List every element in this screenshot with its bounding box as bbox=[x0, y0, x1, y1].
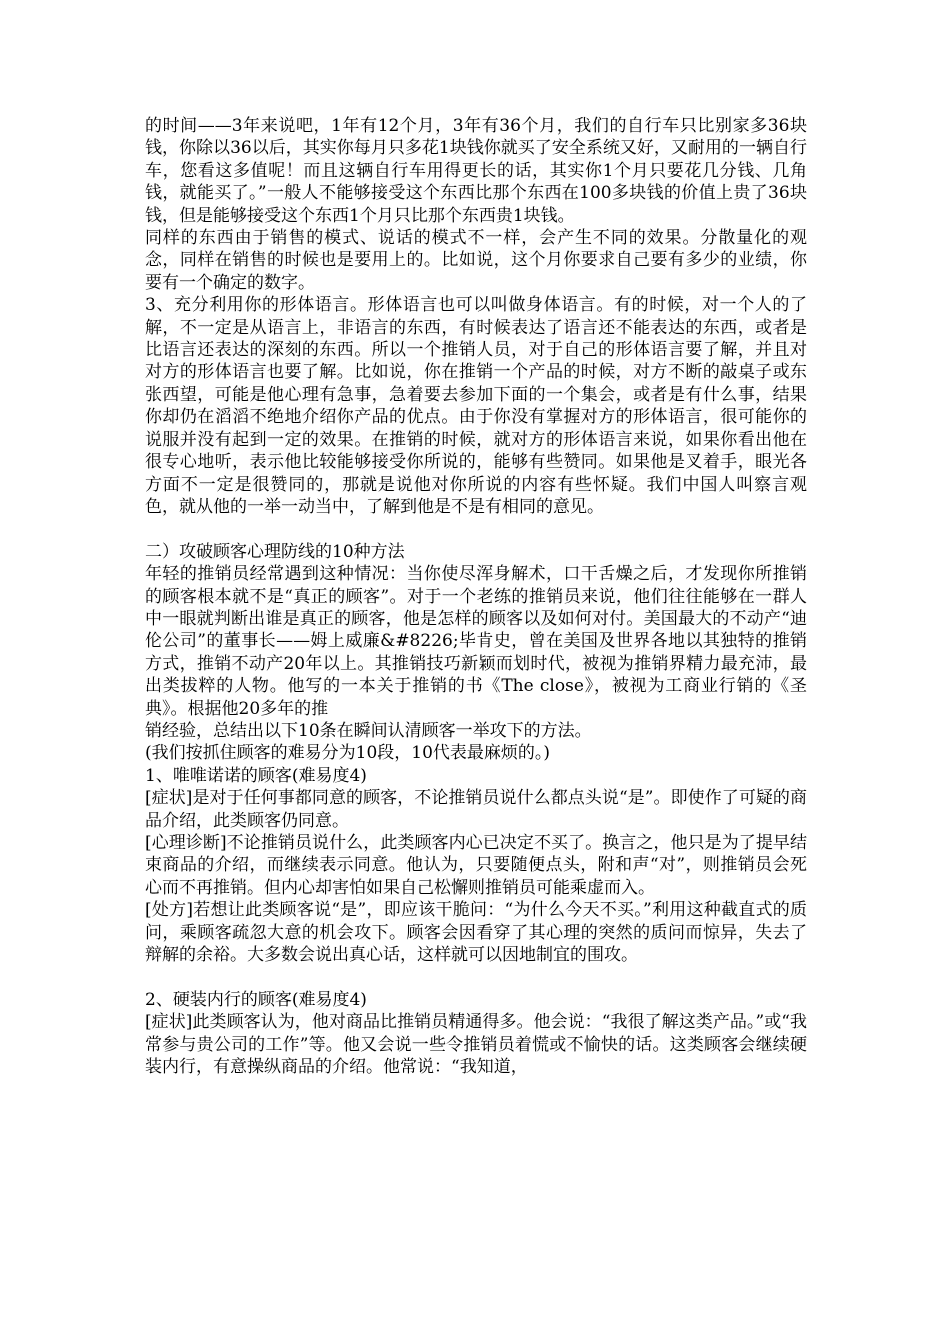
paragraph: (我们按抓住顾客的难易分为10段，10代表最麻烦的。) bbox=[145, 743, 551, 764]
section-heading: 二）攻破顾客心理防线的10种方法 bbox=[145, 541, 405, 562]
paragraph: [处方]若想让此类顾客说“是”，即应该干脆问：“为什么今天不买。”利用这种截直式的质问，乘顾客疏忽大意的机会攻下。顾客会因看穿了其心理的突然的质问而惊异，失去了辩解的余裕。大多数会说出真心话，这样就可以因地制宜的围攻。 bbox=[145, 900, 807, 966]
item-heading: 2、硬装内行的顾客(难易度4) bbox=[145, 989, 367, 1010]
paragraph: 同样的东西由于销售的模式、说话的模式不一样，会产生不同的效果。分散量化的观念，同样在销售的时候也是要用上的。比如说，这个月你要求自己要有多少的业绩，你要有一个确定的数字。 bbox=[145, 228, 807, 293]
paragraph: 年轻的推销员经常遇到这种情况：当你使尽浑身解术，口干舌燥之后，才发现你所推销的顾客根本就不是“真正的顾客”。对于一个老练的推销员来说，他们往往能够在一群人中一眼就判断出谁是真正的顾客，他是怎样的顾客以及如何对付。美国最大的不动产“迪伦公司”的董事长——姆上威廉&#8226;毕肯史，曾在美国及世界各地以其独特的推销方式，推销不动产20年以上。其推销技巧新颖而划时代，被视为推销界精力最充沛，最出类拔粹的人物。他写的一本关于推销的书《The close》，被视为工商业行销的《圣典》。根据他20多年的推 bbox=[145, 564, 807, 719]
paragraph: [心理诊断]不论推销员说什么，此类顾客内心已决定不买了。换言之，他只是为了提早结束商品的介绍，而继续表示同意。他认为，只要随便点头，附和声“对”，则推销员会死心而不再推销。但内心却害怕如果自己松懈则推销员可能乘虚而入。 bbox=[145, 832, 807, 898]
paragraph: 3、充分利用你的形体语言。形体语言也可以叫做身体语言。有的时候，对一个人的了解，不一定是从语言上，非语言的东西，有时候表达了语言还不能表达的东西，或者是比语言还表达的深刻的东西。所以一个推销人员，对于自己的形体语言要了解，并且对对方的形体语言也要了解。比如说，你在推销一个产品的时候，对方不断的敲桌子或东张西望，可能是他心理有急事，急着要去参加下面的一个集会，或者是有什么事，结果你却仍在滔滔不绝地介绍你产品的优点。由于你没有掌握对方的形体语言，很可能你的说服并没有起到一定的效果。在推销的时候，就对方的形体语言来说，如果你看出他在很专心地听，表示他比较能够接受你所说的，能够有些赞同。如果他是叉着手，眼光各方面不一定是很赞同的，那就是说他对你所说的内容有些怀疑。我们中国人叫察言观色，就从他的一举一动当中，了解到他是不是有相同的意见。 bbox=[145, 295, 807, 517]
paragraph: [症状]是对于任何事都同意的顾客，不论推销员说什么都点头说“是”。即使作了可疑的商品介绍，此类顾客仍同意。 bbox=[145, 788, 807, 831]
blank-line bbox=[145, 518, 807, 540]
blank-line bbox=[145, 966, 807, 988]
item-heading: 1、唯唯诺诺的顾客(难易度4) bbox=[145, 765, 367, 786]
document-body bbox=[145, 115, 807, 1078]
paragraph: 销经验，总结出以下10条在瞬间认清顾客一举攻下的方法。 bbox=[145, 720, 592, 741]
paragraph: [症状]此类顾客认为，他对商品比推销员精通得多。他会说：“我很了解这类产品。”或“我常参与贵公司的工作”等。他又会说一些令推销员着慌或不愉快的话。这类顾客会继续硬装内行，有意操纵商品的介绍。他常说：“我知道， bbox=[145, 1012, 807, 1078]
paragraph: 的时间——3年来说吧，1年有12个月，3年有36个月，我们的自行车只比别家多36块钱，你除以36以后，其实你每月只多花1块钱你就买了安全系统又好，又耐用的一辆自行车，您看这多值呢！而且这辆自行车用得更长的话，其实你1个月只要花几分钱、几角钱，就能买了。”一般人不能够接受这个东西比那个东西在100多块钱的价值上贵了36块钱，但是能够接受这个东西1个月只比那个东西贵1块钱。 bbox=[145, 116, 807, 226]
